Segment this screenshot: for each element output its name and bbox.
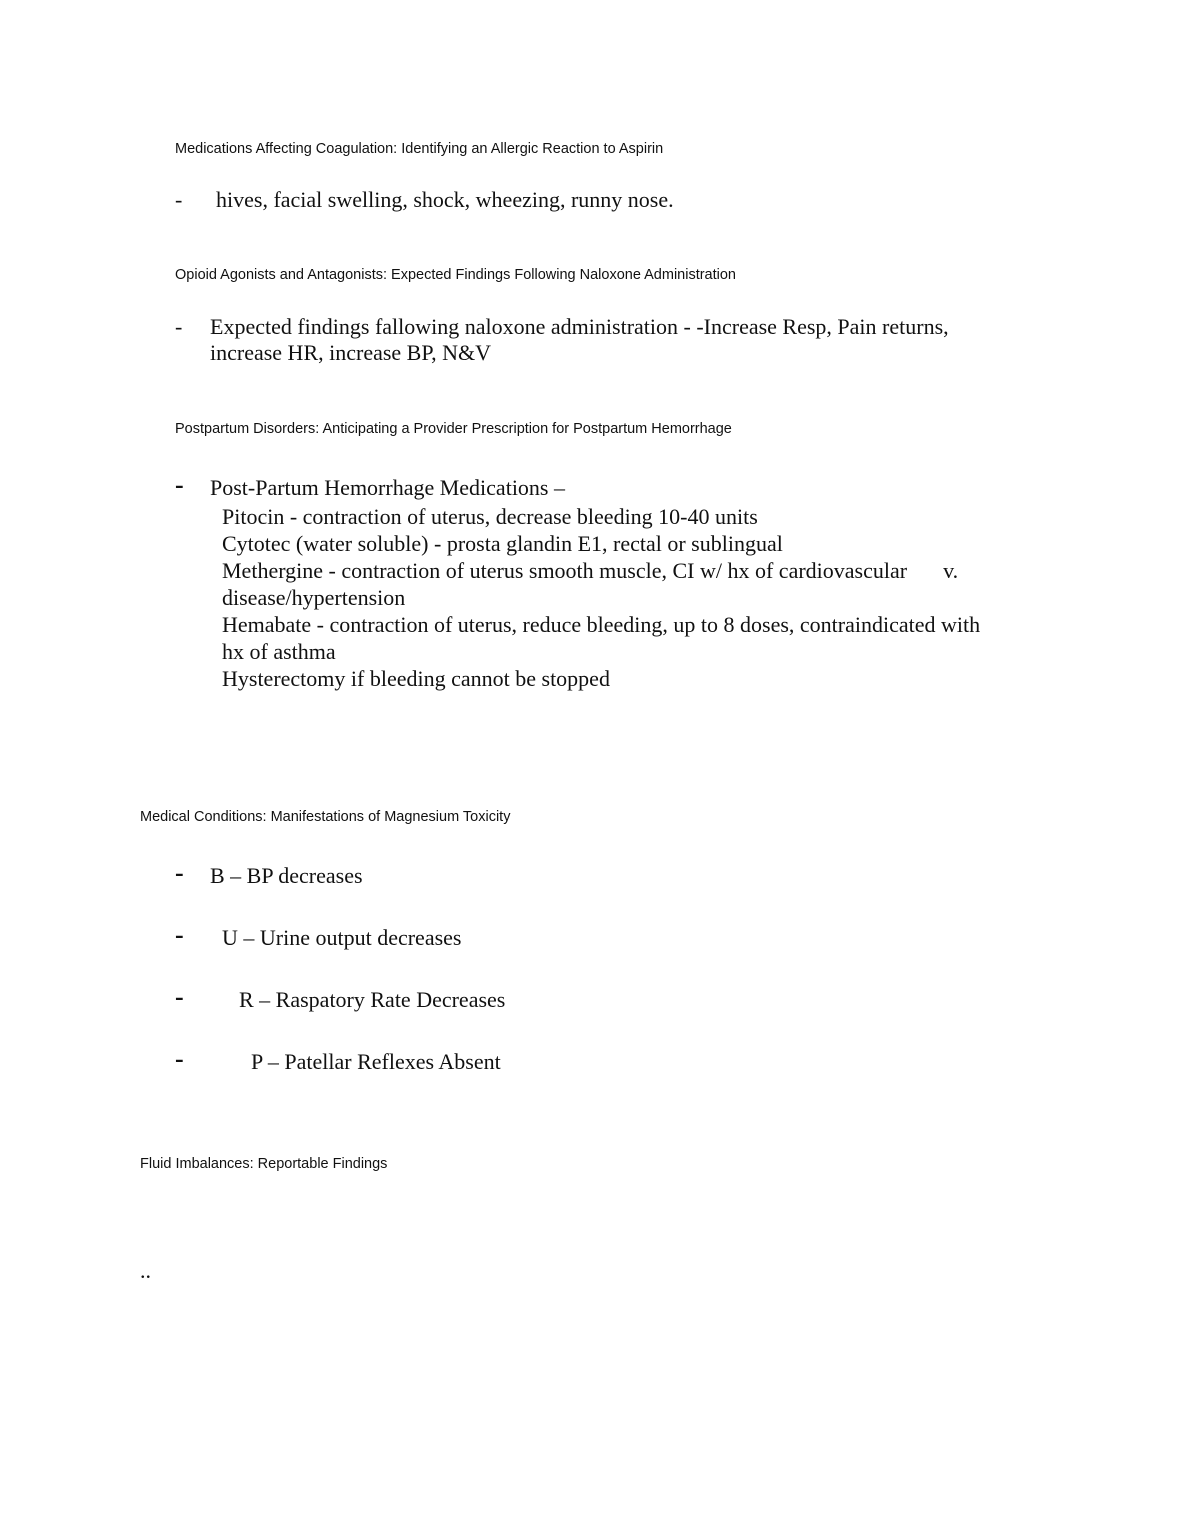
section-heading-postpartum: Postpartum Disorders: Anticipating a Provider Prescription for Postpartum Hemorrhage [175, 421, 732, 437]
bullet-hemorrhage-medications [210, 475, 565, 501]
bullet-text: Post-Partum Hemorrhage Medications – [210, 475, 565, 500]
bullet-text: P – Patellar Reflexes Absent [251, 1049, 501, 1074]
medication-line: Hemabate - contraction of uterus, reduce bleeding, up to 8 doses, contraindicated with [222, 612, 981, 637]
bullet-naloxone-findings [210, 314, 949, 366]
bullet-marker: - [175, 470, 184, 499]
bullet-marker: - [175, 858, 184, 887]
bullet-line: Expected findings fallowing naloxone administration - -Increase Resp, Pain returns, [210, 314, 949, 339]
medication-text: Methergine - contraction of uterus smooth muscle, CI w/ hx of cardiovascular [222, 558, 908, 583]
trailing-dots: .. [140, 1258, 151, 1283]
bullet-line: increase HR, increase BP, N&V [210, 340, 492, 365]
section-heading-magnesium-toxicity: Medical Conditions: Manifestations of Magnesium Toxicity [140, 809, 511, 825]
section-heading-fluid-imbalances: Fluid Imbalances: Reportable Findings [140, 1156, 388, 1172]
bullet-marker: - [175, 920, 184, 949]
medication-line: Hysterectomy if bleeding cannot be stopped [222, 666, 610, 691]
bullet-marker: - [175, 187, 183, 212]
section-heading-naloxone: Opioid Agonists and Antagonists: Expected Findings Following Naloxone Administration [175, 267, 736, 283]
medication-line [222, 557, 1042, 584]
bullet-magnesium-b [210, 863, 363, 889]
medication-line: Cytotec (water soluble) - prosta glandin E1, rectal or sublingual [222, 531, 783, 556]
bullet-magnesium-p [251, 1049, 501, 1075]
medication-line: hx of asthma [222, 639, 336, 664]
bullet-magnesium-u [222, 925, 461, 951]
bullet-text: R – Raspatory Rate Decreases [239, 987, 506, 1012]
section-heading-aspirin-allergy: Medications Affecting Coagulation: Identifying an Allergic Reaction to Aspirin [175, 141, 664, 157]
hemorrhage-medication-list [222, 503, 1042, 692]
bullet-marker: - [175, 1044, 184, 1073]
bullet-text: B – BP decreases [210, 863, 363, 888]
medication-line: Pitocin - contraction of uterus, decrease bleeding 10-40 units [222, 504, 758, 529]
bullet-text: U – Urine output decreases [222, 925, 462, 950]
medication-line: disease/hypertension [222, 585, 406, 610]
bullet-text: hives, facial swelling, shock, wheezing, runny nose. [216, 187, 674, 212]
bullet-magnesium-r [239, 987, 505, 1013]
bullet-aspirin-findings [216, 187, 674, 213]
medication-text: v. [943, 558, 959, 583]
bullet-marker: - [175, 982, 184, 1011]
bullet-marker: - [175, 314, 183, 339]
